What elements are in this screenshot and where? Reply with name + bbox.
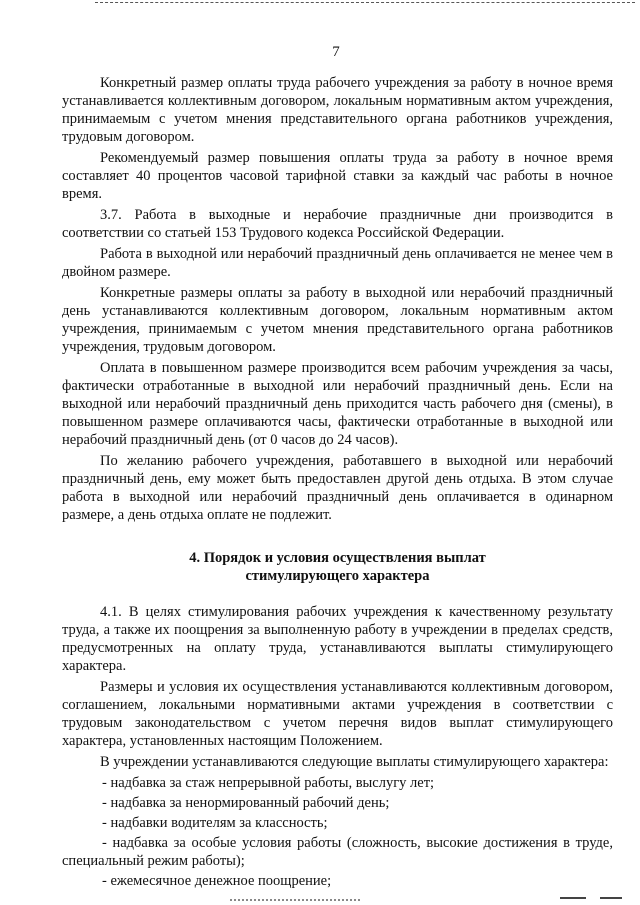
- scan-top-edge: [95, 2, 635, 3]
- paragraph-day-off-option: По желанию рабочего учреждения, работавшего в выходной или нерабочий праздничный день, ему может быть предоставлен другой день отдыха. В этом случае работа в выходной или нерабочий праздничный день оплачивается в одинарном размере, а день отдыха оплате не подлежит.: [62, 453, 613, 523]
- paragraph-incentive-list-intro: В учреждении устанавливаются следующие выплаты стимулирующего характера:: [100, 754, 609, 770]
- paragraph-night-pay-recommended: Рекомендуемый размер повышения оплаты труда за работу в ночное время составляет 40 процентов часовой тарифной ставки за каждый час работы в ночное время.: [62, 150, 613, 202]
- scan-mark: [600, 897, 622, 899]
- paragraph-4-1-incentive: 4.1. В целях стимулирования рабочих учреждения к качественному результату труда, а также их поощрения за выполненную работу в учреждении в пределах средств, предусмотренных на оплату труда, устанавливаются выплаты стимулирующего характера.: [62, 604, 613, 674]
- paragraph-3-7-weekend-work: 3.7. Работа в выходные и нерабочие праздничные дни производится в соответствии со статьей 153 Трудового кодекса Российской Федерации.: [62, 207, 613, 241]
- incentive-payments-list: [62, 774, 613, 890]
- list-item: - надбавка за особые условия работы (сложность, высокие достижения в труде, специальный режим работы);: [62, 835, 613, 869]
- section-heading: [62, 549, 613, 585]
- paragraph-weekend-pay-amount: Конкретные размеры оплаты за работу в выходной или нерабочий праздничный день устанавливаются коллективным договором, локальным нормативным актом учреждения, принимаемым с учетом мнения представительного органа работников учреждения, трудовым договором.: [62, 285, 613, 355]
- scan-bottom-edge: [0, 893, 640, 905]
- page-number: 7: [332, 44, 340, 60]
- list-item: - надбавка за ненормированный рабочий день;: [102, 795, 390, 811]
- section-heading-line-2: стимулирующего характера: [245, 568, 430, 584]
- paragraph-increased-pay-hours: Оплата в повышенном размере производится всем рабочим учреждения за часы, фактически отработанные в выходной или нерабочий праздничный день. Если на выходной или нерабочий праздничный день приходится часть рабочего дня (смены), в повышенном размере оплачиваются часы, фактически отработанные в выходной или нерабочий праздничный день (от 0 часов до 24 часов).: [62, 360, 613, 448]
- document-body: [62, 74, 613, 892]
- paragraph-night-pay-amount: Конкретный размер оплаты труда рабочего учреждения за работу в ночное время устанавливается коллективным договором, локальным нормативным актом учреждения, принимаемым с учетом мнения представительного органа работников учреждения, трудовым договором.: [62, 75, 613, 145]
- list-item: - ежемесячное денежное поощрение;: [102, 873, 332, 889]
- scan-mark: [230, 899, 360, 901]
- paragraph-incentive-conditions: Размеры и условия их осуществления устанавливаются коллективным договором, соглашением, локальными нормативными актами учреждения в соответствии с трудовым законодательством с учетом перечня видов выплат стимулирующего характера, установленных настоящим Положением.: [62, 679, 613, 749]
- list-item: - надбавки водителям за классность;: [102, 815, 328, 831]
- scan-mark: [560, 897, 586, 899]
- paragraph-double-pay: Работа в выходной или нерабочий праздничный день оплачивается не менее чем в двойном размере.: [62, 246, 613, 280]
- list-item: - надбавка за стаж непрерывной работы, выслугу лет;: [102, 775, 435, 791]
- section-heading-line-1: 4. Порядок и условия осуществления выплат: [189, 550, 486, 566]
